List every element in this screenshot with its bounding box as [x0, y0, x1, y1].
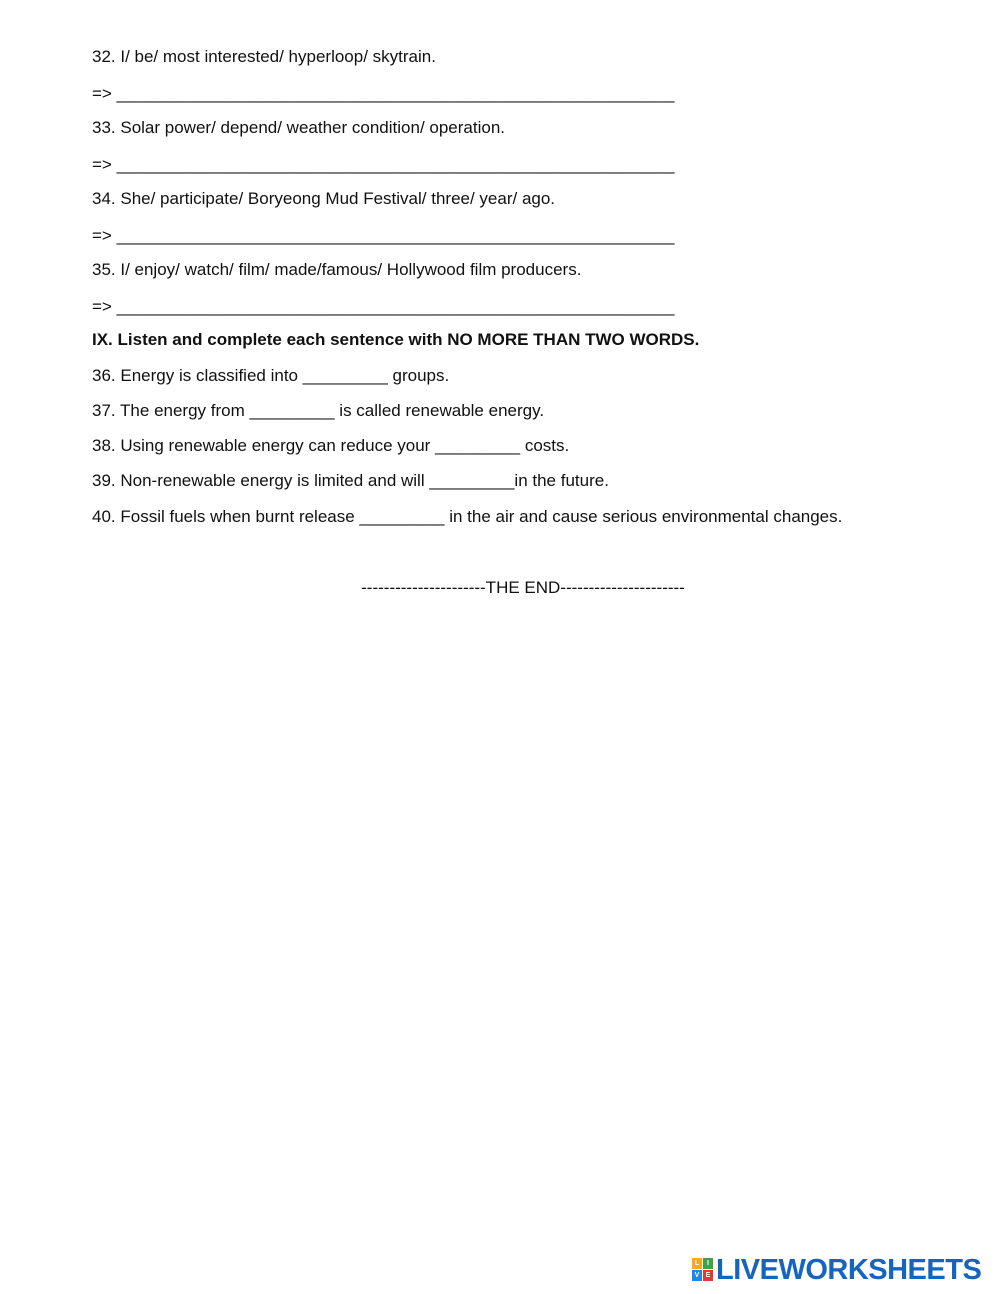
logo-mark-e: E [703, 1270, 713, 1281]
item-39: 39. Non-renewable energy is limited and will _________in the future. [92, 471, 609, 490]
section-ix-heading: IX. Listen and complete each sentence with NO MORE THAN TWO WORDS. [92, 330, 700, 349]
item-37: 37. The energy from _________ is called renewable energy. [92, 401, 545, 420]
item-36: 36. Energy is classified into _________ groups. [92, 366, 450, 385]
item-34-answer-line[interactable]: => ___________________________________________________________ [92, 226, 675, 245]
item-35-answer-line[interactable]: => ___________________________________________________________ [92, 297, 675, 316]
item-32-answer-line[interactable]: => ___________________________________________________________ [92, 84, 675, 103]
item-40: 40. Fossil fuels when burnt release _________ in the air and cause serious environmental changes. [92, 507, 843, 526]
item-32-prompt: 32. I/ be/ most interested/ hyperloop/ skytrain. [92, 47, 436, 66]
the-end-marker: ----------------------THE END---------------------- [361, 578, 685, 597]
liveworksheets-logo-icon [692, 1258, 714, 1282]
liveworksheets-logo [692, 1253, 981, 1287]
logo-mark-i: I [703, 1258, 713, 1269]
logo-mark-l: L [692, 1258, 702, 1269]
item-33-answer-line[interactable]: => ___________________________________________________________ [92, 155, 675, 174]
item-34-prompt: 34. She/ participate/ Boryeong Mud Festival/ three/ year/ ago. [92, 189, 556, 208]
item-38: 38. Using renewable energy can reduce your _________ costs. [92, 436, 570, 455]
logo-mark-v: V [692, 1270, 702, 1281]
item-33-prompt: 33. Solar power/ depend/ weather condition/ operation. [92, 118, 505, 137]
logo-text: LIVEWORKSHEETS [716, 1253, 982, 1286]
item-35-prompt: 35. I/ enjoy/ watch/ film/ made/famous/ Hollywood film producers. [92, 260, 582, 279]
